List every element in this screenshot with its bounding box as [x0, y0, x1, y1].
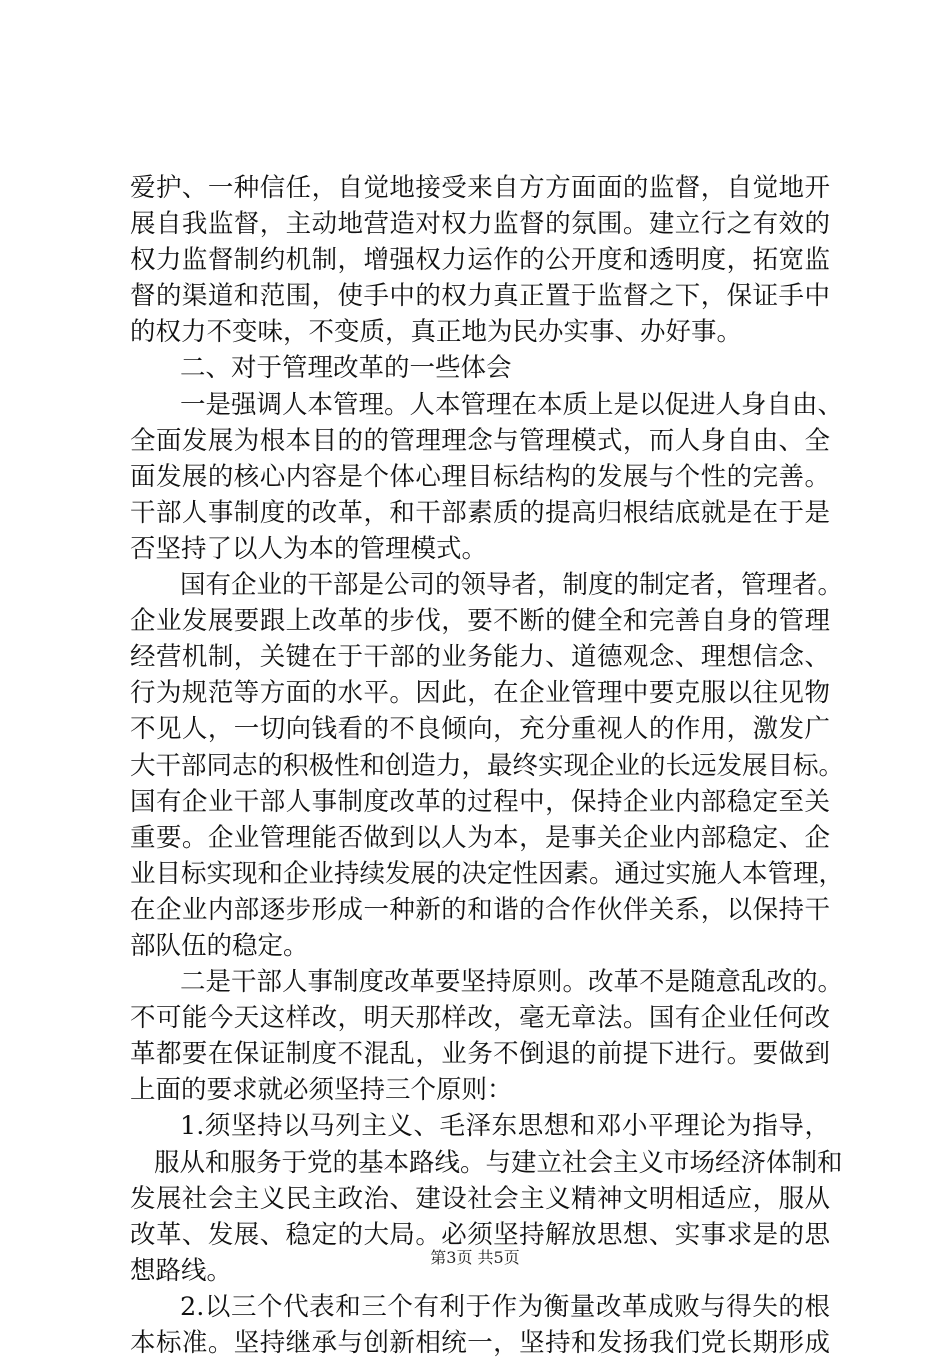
body-text-line: 在企业内部逐步形成一种新的和谐的合作伙伴关系，以保持干	[130, 894, 830, 925]
body-text-line: 企业发展要跟上改革的步伐，要不断的健全和完善自身的管理	[130, 606, 830, 637]
body-text-line: 重要。企业管理能否做到以人为本，是事关企业内部稳定、企	[130, 822, 830, 853]
body-text-line: 一是强调人本管理。人本管理在本质上是以促进人身自由、	[180, 389, 844, 420]
body-text-line: 全面发展为根本目的的管理理念与管理模式，而人身自由、全	[130, 425, 830, 456]
body-text-line: 干部人事制度的改革，和干部素质的提高归根结底就是在于是	[130, 497, 830, 528]
body-text-line: 本标准。坚持继承与创新相统一，坚持和发扬我们党长期形成	[130, 1328, 830, 1358]
body-text-line: 不见人，一切向钱看的不良倾向，充分重视人的作用，激发广	[130, 714, 830, 745]
body-text-line: 面发展的核心内容是个体心理目标结构的发展与个性的完善。	[130, 461, 830, 492]
body-text-line: 督的渠道和范围，使手中的权力真正置于监督之下，保证手中	[130, 281, 830, 312]
body-text-line: 发展社会主义民主政治、建设社会主义精神文明相适应，服从	[130, 1183, 830, 1214]
body-text-line: 否坚持了以人为本的管理模式。	[130, 533, 488, 564]
body-text-line: 革都要在保证制度不混乱，业务不倒退的前提下进行。要做到	[130, 1039, 830, 1070]
body-text-line: 爱护、一种信任，自觉地接受来自方方面面的监督，自觉地开	[130, 173, 830, 203]
body-text-line: 经营机制，关键在于干部的业务能力、道德观念、理想信念、	[130, 642, 830, 673]
body-text-line: 二是干部人事制度改革要坚持原则。改革不是随意乱改的。	[180, 967, 844, 998]
body-text-line: 的权力不变味，不变质，真正地为民办实事、办好事。	[130, 317, 743, 348]
body-text-line: 2.以三个代表和三个有利于作为衡量改革成败与得失的根	[180, 1291, 830, 1322]
body-text-line: 想路线。	[130, 1255, 233, 1286]
body-text-line: 国有企业干部人事制度改革的过程中，保持企业内部稳定至关	[130, 786, 830, 817]
body-text-line: 1.须坚持以马列主义、毛泽东思想和邓小平理论为指导，	[180, 1111, 830, 1142]
page-number-label: 第3页 共5页	[430, 1248, 520, 1267]
body-text-line: 大干部同志的积极性和创造力，最终实现企业的长远发展目标。	[130, 750, 845, 781]
body-text-line: 部队伍的稳定。	[130, 930, 309, 961]
body-text-line: 不可能今天这样改，明天那样改，毫无章法。国有企业任何改	[130, 1003, 830, 1034]
document-body	[130, 170, 845, 1361]
body-text-line: 国有企业的干部是公司的领导者，制度的制定者，管理者。	[180, 570, 844, 601]
body-text-line: 改革、发展、稳定的大局。必须坚持解放思想、实事求是的思	[130, 1219, 830, 1250]
body-text-line: 业目标实现和企业持续发展的决定性因素。通过实施人本管理，	[130, 858, 845, 889]
body-text-line: 服从和服务于党的基本路线。与建立社会主义市场经济体制和	[154, 1147, 843, 1178]
body-text-line: 行为规范等方面的水平。因此，在企业管理中要克服以往见物	[130, 678, 830, 709]
body-text-line: 上面的要求就必须坚持三个原则：	[130, 1075, 513, 1106]
page-number-footer	[0, 1248, 950, 1268]
body-text-line: 权力监督制约机制，增强权力运作的公开度和透明度，拓宽监	[130, 245, 830, 276]
body-text-line: 展自我监督，主动地营造对权力监督的氛围。建立行之有效的	[130, 209, 830, 240]
body-text-line: 二、对于管理改革的一些体会	[180, 353, 512, 384]
